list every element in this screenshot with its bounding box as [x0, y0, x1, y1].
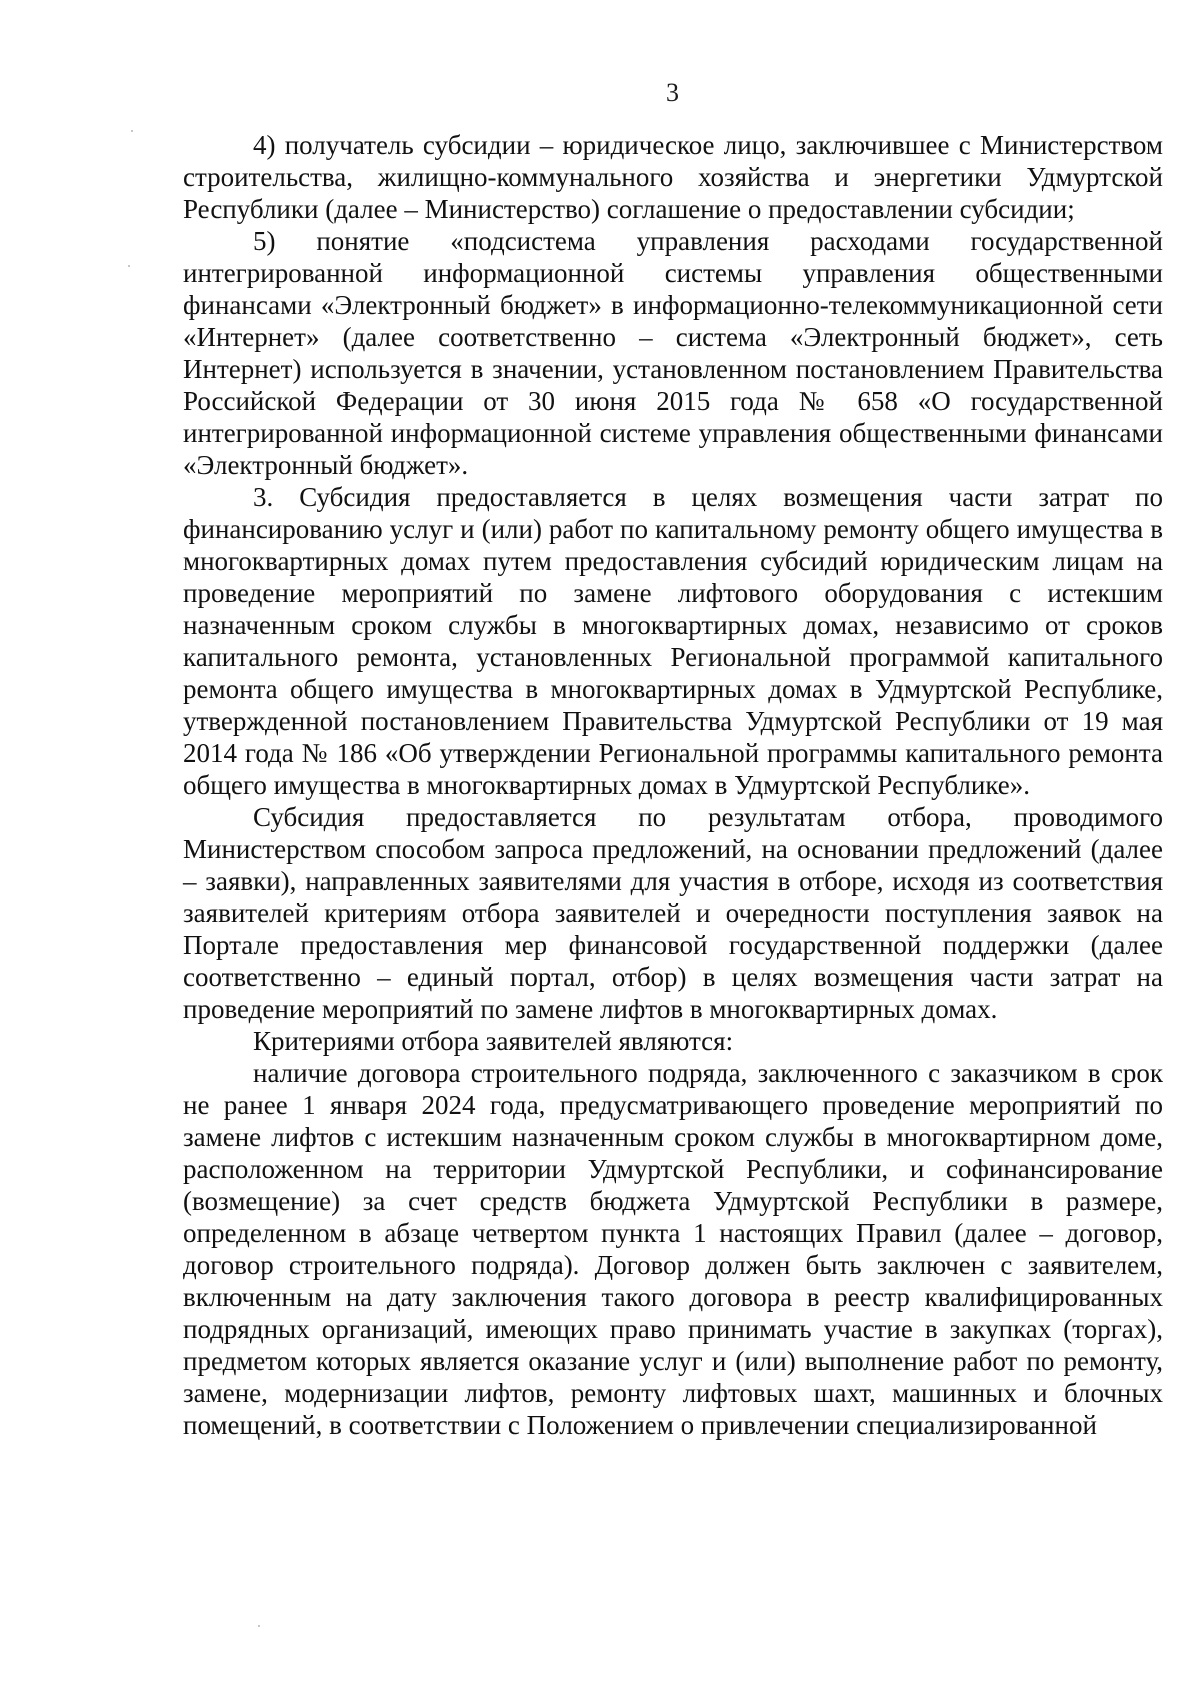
document-body: [183, 129, 1163, 1441]
paragraph-selection-procedure: Субсидия предоставляется по результатам отбора, проводимого Министерством способом запроса предложений, на основании предложений (далее – заявки), направленных заявителями для участия в отборе, исходя из соответствия заявителей критериям отбора заявителей и очередности поступления заявок на Портале предоставления мер финансовой государственной поддержки (далее соответственно – единый портал, отбор) в целях возмещения части затрат на проведение мероприятий по замене лифтов в многоквартирных домах.: [183, 802, 1163, 1024]
paragraph-contract-criterion: наличие договора строительного подряда, заключенного с заказчиком в срок не ранее 1 января 2024 года, предусматривающего проведение мероприятий по замене лифтов с истекшим назначенным сроком службы в многоквартирном доме, расположенном на территории Удмуртской Республики, и софинансирование (возмещение) за счет средств бюджета Удмуртской Республики в размере, определенном в абзаце четвертом пункта 1 настоящих Правил (далее – договор, договор строительного подряда). Договор должен быть заключен с заявителем, включенным на дату заключения такого договора в реестр квалифицированных подрядных организаций, имеющих право принимать участие в закупках (торгах), предметом которых является оказание услуг и (или) выполнение работ по ремонту, замене, модернизации лифтов, ремонту лифтовых шахт, машинных и блочных помещений, в соответствии с Положением о привлечении специализированной: [183, 1058, 1163, 1440]
page-number: 3: [666, 78, 679, 107]
paragraph-recipient-definition: 4) получатель субсидии – юридическое лицо, заключившее с Министерством строительства, жилищно-коммунального хозяйства и энергетики Удмуртской Республики (далее – Министерство) соглашение о предоставлении субсидии;: [183, 130, 1163, 224]
scan-speck: [131, 130, 133, 132]
paragraph-electronic-budget-definition: 5) понятие «подсистема управления расходами государственной интегрированной информационной системы управления общественными финансами «Электронный бюджет» в информационно-телекоммуникационной сети «Интернет» (далее соответственно – система «Электронный бюджет», сеть Интернет) используется в значении, установленном постановлением Правительства Российской Федерации от 30 июня 2015 года № 658 «О государственной интегрированной информационной системе управления общественными финансами «Электронный бюджет».: [183, 226, 1163, 480]
scan-speck: [258, 1625, 260, 1627]
scan-speck: [128, 265, 130, 267]
paragraph-criteria-heading: Критериями отбора заявителей являются:: [253, 1026, 734, 1056]
paragraph-subsidy-purpose: 3. Субсидия предоставляется в целях возмещения части затрат по финансированию услуг и (или) работ по капитальному ремонту общего имущества в многоквартирных домах путем предоставления субсидий юридическим лицам на проведение мероприятий по замене лифтового оборудования с истекшим назначенным сроком службы в многоквартирных домах, независимо от сроков капитального ремонта, установленных Региональной программой капитального ремонта общего имущества в многоквартирных домах в Удмуртской Республике, утвержденной постановлением Правительства Удмуртской Республики от 19 мая 2014 года № 186 «Об утверждении Региональной программы капитального ремонта общего имущества в многоквартирных домах в Удмуртской Республике».: [183, 482, 1163, 800]
